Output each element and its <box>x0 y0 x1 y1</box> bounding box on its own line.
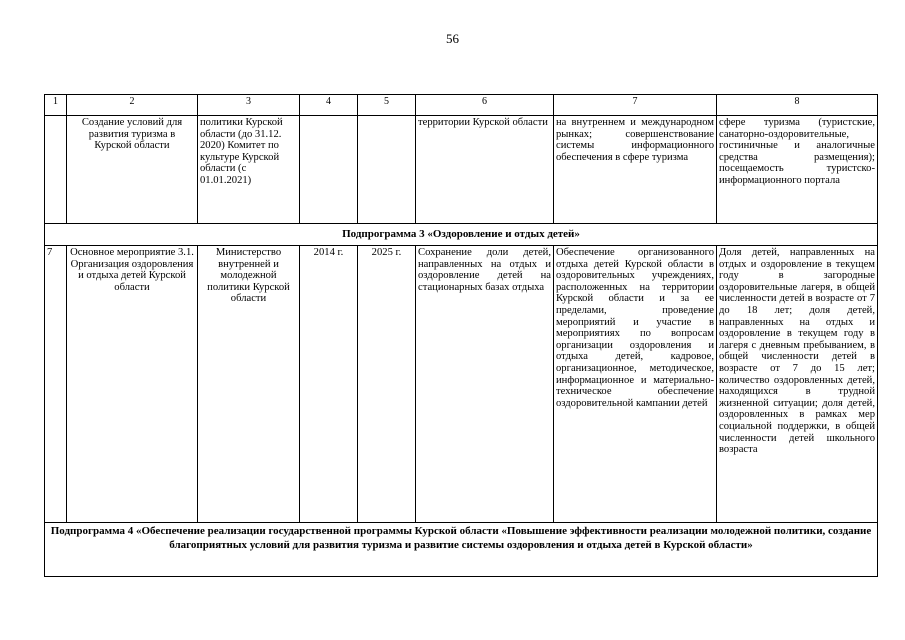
start-year-cell: 2014 г. <box>300 246 358 523</box>
header-cell-6: 6 <box>416 95 554 116</box>
expected-result-cell: территории Курской области <box>416 116 554 224</box>
row-number-cell: 7 <box>45 246 67 523</box>
header-cell-5: 5 <box>358 95 416 116</box>
subprogram-3-title: Подпрограмма 3 «Оздоровление и отдых детей» <box>45 224 878 246</box>
header-row <box>45 95 878 116</box>
measure-name-cell: Основное мероприятие 3.1. Организация оздоровления и отдыха детей Курской области <box>67 246 198 523</box>
page-number: 56 <box>446 31 459 46</box>
program-table <box>44 94 878 577</box>
row-number-cell <box>45 116 67 224</box>
header-cell-8: 8 <box>717 95 878 116</box>
header-cell-4: 4 <box>300 95 358 116</box>
end-year-cell: 2025 г. <box>358 246 416 523</box>
main-directions-cell: на внутреннем и международном рынках; совершенствование системы информационного обеспечения в сфере туризма <box>554 116 717 224</box>
executor-cell: Министерство внутренней и молодежной политики Курской области <box>198 246 300 523</box>
header-cell-3: 3 <box>198 95 300 116</box>
measure-name-cell: Создание условий для развития туризма в Курской области <box>67 116 198 224</box>
indicators-cell: Доля детей, направленных на отдых и оздоровление в текущем году в загородные оздоровительные лагеря, в общей численности детей в возрасте от 7 до 18 лет; доля детей, направленных на отдых и оздоровление в текущем году в лагеря с дневным пребыванием, в общей численности детей в возрасте от 7 до 15 лет; количество оздоровленных детей, находящихся в трудной жизненной ситуации; доля детей, оздоровленных в рамках мер социальной поддержки, в общей численности детей школьного возраста <box>717 246 878 523</box>
main-directions-cell: Обеспечение организованного отдыха детей Курской области в оздоровительных учреждениях, расположенных на территории Курской области и за ее пределами, проведение мероприятий и участие в мероприятиях по вопросам организации оздоровления и отдыха детей, кадровое, организационное, методическое, информационное и материально-техническое обеспечение оздоровительной кампании детей <box>554 246 717 523</box>
subprogram-4-row <box>45 523 878 577</box>
expected-result-cell: Сохранение доли детей, направленных на отдых и оздоровление детей на стационарных базах отдыха <box>416 246 554 523</box>
header-cell-7: 7 <box>554 95 717 116</box>
table-row-7 <box>45 246 878 523</box>
executor-cell: политики Курской области (до 31.12. 2020) Комитет по культуре Курской области (с 01.01.2021) <box>198 116 300 224</box>
table-row-continuation <box>45 116 878 224</box>
start-year-cell <box>300 116 358 224</box>
header-cell-2: 2 <box>67 95 198 116</box>
subprogram-3-row <box>45 224 878 246</box>
end-year-cell <box>358 116 416 224</box>
subprogram-4-title: Подпрограмма 4 «Обеспечение реализации государственной программы Курской области «Повышение эффективности реализации молодежной политики, создание благоприятных условий для развития туризма и развитие системы оздоровления и отдыха детей в Курской области» <box>45 523 878 577</box>
indicators-cell: сфере туризма (туристские, санаторно-оздоровительные, гостиничные и аналогичные средства размещения); посещаемость туристско-информационного портала <box>717 116 878 224</box>
header-cell-1: 1 <box>45 95 67 116</box>
